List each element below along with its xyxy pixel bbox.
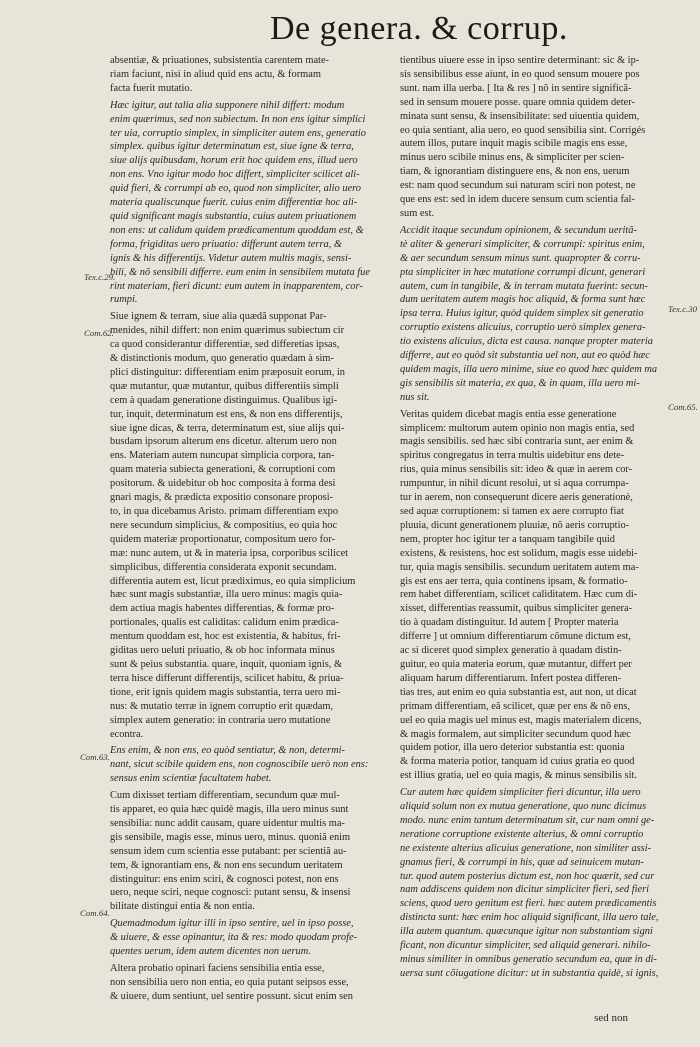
text-line: gnari magis, & prædicta expositio consonare proposi- xyxy=(110,492,334,504)
text-line: existens, & resistens, hoc est solidum, magis esse uidebi- xyxy=(400,547,638,559)
text-line: ens. Materiam autem nuncupat simplicia corpora, tan- xyxy=(110,450,335,462)
text-line: sed aquæ corruptionem: si tamen ex aere corrupto fiat xyxy=(400,506,624,517)
text-line: absentiæ, & priuationes, subsistentia carentem mate- xyxy=(110,55,330,66)
text-line: nus sit. xyxy=(400,391,430,403)
paragraph xyxy=(400,408,686,783)
text-line: cem à quadam generatione distinguimus. Qualibus igi- xyxy=(110,394,338,406)
text-line: ne existente alterius alicuius generatione, non similiter assi- xyxy=(400,842,652,854)
text-line: nem, propter hoc igitur ter a tanquam tangibile quid xyxy=(400,533,615,545)
paragraph xyxy=(110,99,396,308)
text-line: minus uero scibile minus ens, & simpliciter per scien- xyxy=(400,152,625,164)
text-line: ca quod considerantur differentiæ, sed differetias ipsas, xyxy=(110,339,340,351)
text-line: sensus enim scientiæ facultatem habet. xyxy=(110,773,272,785)
text-line: ac si diceret quod simplex generatio à quadam distin- xyxy=(400,645,622,657)
text-line: bili, & nõ sensibili differre. eum enim in sensibilem mutata fue xyxy=(110,266,370,278)
text-line: est: nam quod secundum sui naturam sciri non potest, ne xyxy=(400,180,636,192)
text-line: tias tres, aut enim eo quia substantia est, aut non, ut dicat xyxy=(400,686,637,698)
text-line: sed in sensum mouere posse. quare omnia quidem deter- xyxy=(400,96,635,108)
text-line: quidem potior, illa uero deterior substantia est: quonia xyxy=(400,742,625,754)
text-line: & uiuere, dum sentiunt, uel sentire possunt. sicut enim sen xyxy=(110,990,353,1002)
catchword: sed non xyxy=(594,1012,628,1024)
text-line: tientibus uiuere esse in ipso sentire determinant: sic & ip- xyxy=(400,55,640,66)
text-line: nam addiscens quidem non dicitur simpliciter fieri, sed fieri xyxy=(400,884,650,896)
text-line: tio existens alicuius, dicta est causa. nanque propter materia xyxy=(400,336,653,348)
text-line: non sensibilia uero non entia, eo quia putant seipsos esse, xyxy=(110,976,349,988)
paragraph xyxy=(110,744,396,786)
paragraph xyxy=(400,786,686,981)
text-line: rint materiam, fieri dicunt: eum autem in inapparentem, cor- xyxy=(110,280,363,292)
paragraph xyxy=(110,917,396,959)
text-line: sciens, quod uero genitum est fieri. hæc autem prædicamentis xyxy=(400,898,657,910)
text-line: sum est. xyxy=(400,207,435,219)
text-line: neratione corruptione existente alterius, & omni corruptio xyxy=(400,828,644,840)
text-line: sensum idem cum scientia esse putabant: per scientiã au- xyxy=(110,845,347,857)
text-line: minus similiter in omnibus generatio secundum ea, quæ in di- xyxy=(400,954,657,965)
text-line: differentia autem est, licut prædiximus, eo quia simplicium xyxy=(110,575,356,587)
text-line: menides, nihil differt: non enim quærimus subiectum cir xyxy=(110,325,345,337)
text-line: differre, aut eo quòd sit substantia uel non, aut eo quòd hæc xyxy=(400,350,650,362)
text-line: tur, inquit, determinatum est ens, & non ens differentijs, xyxy=(110,408,343,420)
text-line: spiritus congregatus in terra multis uidebitur ens dete- xyxy=(400,450,625,462)
text-line: & distinctionis modum, quo generatio quædam à sim- xyxy=(110,353,334,365)
text-line: rius, quia minus sensibilis sit: ideo & quæ in aerem cor- xyxy=(400,464,633,476)
text-line: Cum dixisset tertiam differentiam, secundum quæ mul- xyxy=(110,790,340,802)
text-line: aliquam harum differentiarum. Infert postea differen- xyxy=(400,672,622,684)
paragraph xyxy=(110,54,396,96)
text-line: tè aliter & generari simpliciter, & corrumpi: spiritus enim, xyxy=(400,238,645,250)
text-line: mentum quoddam est, hoc est existentia, & habitus, fri- xyxy=(110,631,341,643)
left-column xyxy=(110,54,396,1007)
text-line: ficant, non dicuntur simpliciter, sed aliquid generari. nihilo- xyxy=(400,940,651,952)
text-line: quid significant magis substantia, cuius autem priuationem xyxy=(110,210,357,222)
text-line: tur, quia magis sensibilis. secundum ueritatem autem ma- xyxy=(400,561,639,573)
text-line: Siue ignem & terram, siue alia quædã supponat Par- xyxy=(110,311,327,323)
margin-note-com64: Com.64. xyxy=(80,908,110,918)
text-line: autem illos, putare inquit magis scibile magis ens esse, xyxy=(400,138,628,150)
text-line: Altera probatio opinari faciens sensibilia entia esse, xyxy=(110,963,325,974)
text-line: simplicibus, differentia considerata exponit secundam. xyxy=(110,561,337,573)
text-line: quid fieri, & corrumpi ab eo, quod non simpliciter, alio uero xyxy=(110,183,361,195)
text-line: tur. quod autem posterius dictum est, non hoc quærit, sed cur xyxy=(400,870,655,882)
text-line: minata sunt sensu, & insensibilitate: sed uiuentia quidem, xyxy=(400,110,640,122)
text-line: Hæc igitur, aut talia alia supponere nihil differt: modum xyxy=(110,99,345,111)
text-line: magis sensibilis. sed hæc sibi contraria sunt, aer enim & xyxy=(400,436,634,448)
text-line: est illius gratia, uel eo quia magis, & minus sensibilis sit. xyxy=(400,770,637,782)
text-line: Ens enim, & non ens, eo quòd sentiatur, & non, determi- xyxy=(110,745,345,757)
text-line: corruptio existens alicuius, corruptio uerò simplex genera- xyxy=(400,322,646,334)
text-line: pluuia, dicunt generationem pluuiæ, nõ aeris corruptio- xyxy=(400,519,630,531)
text-line: distincta sunt: hæc enim hoc aliquid significant, illa uero tale, xyxy=(400,912,659,924)
text-line: uersa sunt cõiugatione dicitur: ut in substantia quidè, si ignis, xyxy=(400,967,659,979)
text-line: Quemadmodum igitur illi in ipso sentire, uel in ipso posse, xyxy=(110,918,354,930)
text-line: dem actiua magis habentes differentias, & formæ pro- xyxy=(110,603,335,615)
text-line: quidem magis, illa uero minime, siue eo quod hæc quidem ma xyxy=(400,363,658,375)
text-line: hæc sunt magis substantiæ, illa uero minus: magis quia- xyxy=(110,589,343,601)
text-line: xisset, differentias reassumit, quibus simpliciter genera- xyxy=(400,603,633,615)
text-line: eo quia sentiant, alia uero, eo quod sensibilia sint. Corrigés xyxy=(400,124,646,136)
text-line: gis sensibile, magis esse, minus uero, minus. quoniã enim xyxy=(110,831,351,843)
text-line: & aer secundum sensum minus sunt. quapropter & corru- xyxy=(400,252,641,264)
text-line: nus: & mutatio terræ in ignem corruptio erit quædam, xyxy=(110,700,334,712)
text-line: tem, & ignorantiam ens, & non ens secundum ueritatem xyxy=(110,859,343,871)
text-line: terra hisce differunt differentijs, scilicet habitu, & priua- xyxy=(110,672,344,684)
margin-note-com65: Com.65. xyxy=(668,402,698,412)
text-line: facta fuerit mutatio. xyxy=(110,82,193,94)
text-line: gis est ens aer terra, quia continens ipsam, & formatio- xyxy=(400,575,628,587)
text-line: siue alijs quibusdam, horum erit hoc quidem ens, illud uero xyxy=(110,155,358,167)
right-column xyxy=(400,54,686,984)
text-line: & forma materia potior, tanquam id cuius gratia eo quod xyxy=(400,756,635,768)
text-line: riam faciunt, nisi in aliud quid ens actu, & formam xyxy=(110,68,321,80)
text-line: econtra. xyxy=(110,728,144,740)
text-line: rumpuntur, in nihil dicunt resolui, ut si aqua corrumpa- xyxy=(400,478,629,490)
text-line: ter uia, corruptio simplex, in simpliciter autem ens, generatio xyxy=(110,127,366,139)
text-line: mæ: nunc autem, ut & in materia ipsa, corporibus scilicet xyxy=(110,547,349,559)
text-line: uel eo quia magis uel minus est, magis materialem dicens, xyxy=(400,714,642,726)
text-line: uero, neque sciri, neque cognosci: putant sensu, & insensi xyxy=(110,887,351,899)
text-line: illa autem quantum. quæcunque igitur non substantiam signi xyxy=(400,926,653,938)
text-line: sis sensibilibus esse aiunt, in eo quod sensum mouere pos xyxy=(400,68,640,80)
paragraph xyxy=(110,789,396,914)
text-line: portionales, qualis est caliditas: calidum enim prædica- xyxy=(110,617,339,629)
text-line: Veritas quidem dicebat magis entia esse generatione xyxy=(400,408,617,420)
paragraph-gap xyxy=(110,1004,396,1007)
text-line: tio à quadam distinguitur. Id autem [ Propter materia xyxy=(400,617,619,629)
paragraph xyxy=(110,310,396,741)
text-line: non ens: ut calidum quidem prædicamentum quoddam est, & xyxy=(110,224,364,236)
paragraph xyxy=(110,962,396,1004)
text-line: sunt. nam illa uerba. [ Ita & res ] nõ in sentire significã- xyxy=(400,82,632,94)
text-line: dum ueritatem autem magis hoc aliquid, & forma sunt hæc xyxy=(400,294,646,306)
text-line: distinguitur: ens enim sciri, & cognosci potest, non ens xyxy=(110,873,339,885)
text-line: tiam, & ignorantiam distinguere ens, & non ens, uerum xyxy=(400,166,630,178)
text-line: simplex. quibus igitur determinatum est, siue igne & terra, xyxy=(110,141,354,153)
text-line: quentes uerum, idem autem dicentes non uerum. xyxy=(110,946,311,958)
paragraph xyxy=(400,224,686,405)
text-line: quam materia subiecta generationi, & corruptioni com xyxy=(110,464,336,476)
text-line: Accidit itaque secundum opinionem, & secundum ueritã- xyxy=(400,224,637,236)
text-line: quidem materiæ proportionatur, compositum uero for- xyxy=(110,533,336,545)
text-line: guitur, eo quia materia eorum, quæ mutantur, differt per xyxy=(400,658,632,670)
text-line: sensibilia: nunc addit causam, quare uidentur multis ma- xyxy=(110,817,345,829)
text-line: differre ] ut omnium differentiarum cõmune dictum est, xyxy=(400,631,632,643)
text-line: quæ mutantur, quæ mutantur, quibus differentiis simpli xyxy=(110,380,339,392)
text-line: tione, erit ignis quidem magis substantia, terra uero mi- xyxy=(110,686,341,698)
text-line: positorum. & uidebitur ob hoc composita à forma desi xyxy=(110,478,336,490)
text-line: aliquid solum non ex mutua generatione, quo nunc dicimus xyxy=(400,801,647,813)
text-line: gis sensibilis sit materia, ex qua, & in quam, illa uero mi- xyxy=(400,377,640,389)
text-line: rem habet differentiam, scilicet caliditatem. Hæc cum di- xyxy=(400,589,638,601)
text-line: & uiuere, & esse opinantur, ita & res: modo quodam profe- xyxy=(110,932,358,944)
text-line: & magis formalem, aut simpliciter secundum quod hæc xyxy=(400,728,631,740)
text-line: ignis & his differentijs. Videtur autem multis magis, sensi- xyxy=(110,252,352,264)
text-line: nere secundum simplicius, & compositius, eo quia hoc xyxy=(110,519,338,531)
text-line: plici distinguitur: differentiam enim præposuit eorum, in xyxy=(110,366,346,378)
text-line: siue igne dicas, & terra, determinatum est, siue alijs qui- xyxy=(110,422,345,434)
text-line: forma, frigiditas uero priuatio: differunt autem terra, & xyxy=(110,238,342,250)
paragraph-gap xyxy=(400,981,686,984)
text-line: pta simpliciter in hæc mutatione corrumpi dicunt, generari xyxy=(400,266,646,278)
text-line: tur in aerem, non consequerunt dicere aeris generationè, xyxy=(400,492,633,504)
text-line: rumpi. xyxy=(110,294,138,306)
text-line: non ens. Vno igitur modo hoc differt, simpliciter scilicet ali- xyxy=(110,169,360,181)
text-line: que ens est: sed in idem ducere sensum cum scientia fal- xyxy=(400,194,635,206)
text-line: tis apparet, eo quia hæc quidè magis, illa uero minus sunt xyxy=(110,804,349,816)
paragraph xyxy=(400,54,686,221)
text-line: simplex autem generatio: in contraria uero mutatione xyxy=(110,714,331,726)
text-line: to, in qua dicebamus Aristo. primam differentiam expo xyxy=(110,506,339,517)
text-line: simplicem: multorum autem opinio non magis entia, sed xyxy=(400,422,635,434)
margin-note-com63: Com.63. xyxy=(80,752,110,762)
text-line: sunt & peius substantia. quare, inquit, quoniam ignis, & xyxy=(110,658,343,670)
text-line: ipsa terra. Huius igitur, quòd quidem simplex sit generatio xyxy=(400,308,644,320)
text-line: gnamus fieri, & corrumpi in his, quæ ad seinuicem mutan- xyxy=(400,856,644,868)
text-line: nant, sicut scibile quidem ens, non cognoscibile uerò non ens: xyxy=(110,759,369,771)
margin-note-com62: Com.62. xyxy=(84,328,114,338)
text-line: modo. nunc enim tantum determinatum sit, cur nam omni ge- xyxy=(400,814,655,826)
margin-note-tex29: Tex.c.29. xyxy=(84,272,116,282)
text-line: giditas uero ueluti priuatio, & ob hoc informata minus xyxy=(110,645,335,657)
text-line: bilitate distingui entia & non entia. xyxy=(110,901,255,913)
margin-note-tex30: Tex.c.30 xyxy=(668,304,697,314)
text-line: autem, cum in tangibile, & in terram mutata fuerint: secun- xyxy=(400,280,648,292)
text-line: busdam ipsorum alterum ens dicetur. alterum uero non xyxy=(110,436,337,448)
text-line: enim quærimus, sed non subiectum. In non ens igitur simplici xyxy=(110,113,366,125)
page-header: De genera. & corrup. xyxy=(270,10,568,47)
text-line: Cur autem hæc quidem simpliciter fieri dicuntur, illa uero xyxy=(400,787,641,799)
text-line: materia qualiscunque fuerit. cuius enim differentiæ hoc ali- xyxy=(110,197,358,209)
text-line: primam differentiam, eã scilicet, quæ per ens & nõ ens, xyxy=(400,700,631,712)
